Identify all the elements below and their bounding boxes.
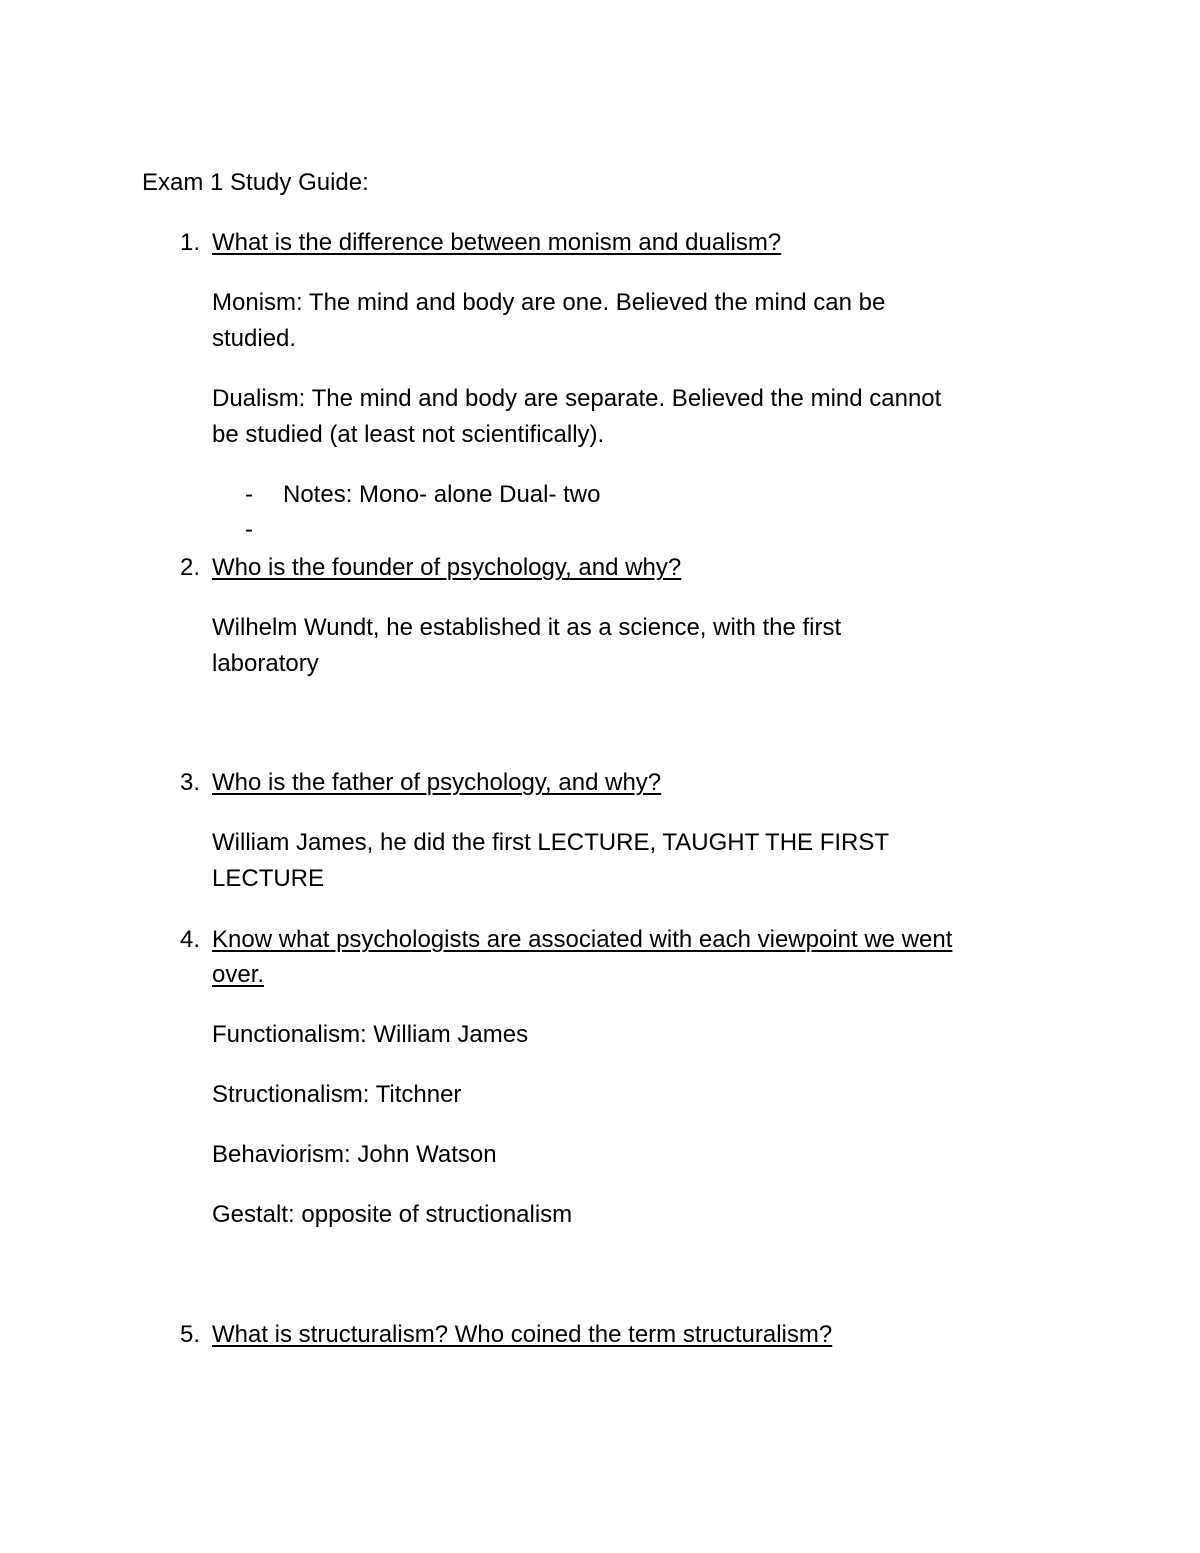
answer-behaviorism: Behaviorism: John Watson [212,1141,497,1168]
question-2-text: Who is the founder of psychology, and why? [212,554,682,581]
question-4-number: 4. [179,926,200,953]
question-4-text-line-2: over. [212,961,265,988]
question-1-number: 1. [179,229,200,256]
answer-monism-line-2: studied. [212,325,297,352]
answer-wundt-line-2: laboratory [212,650,319,677]
answer-wundt-line-1: Wilhelm Wundt, he established it as a science, with the first [212,614,842,641]
question-5-text: What is structuralism? Who coined the term structuralism? [212,1321,833,1348]
question-1-text: What is the difference between monism and dualism? [212,229,782,256]
answer-dualism-line-1: Dualism: The mind and body are separate. Believed the mind cannot [212,385,942,412]
page-title: Exam 1 Study Guide: [142,169,369,196]
question-3-text: Who is the father of psychology, and why? [212,769,662,796]
question-2-number: 2. [179,554,200,581]
bullet-marker: - [245,516,253,543]
question-4-text-line-1: Know what psychologists are associated with each viewpoint we went [212,926,953,953]
bullet-marker: - [245,481,253,508]
answer-dualism-line-2: be studied (at least not scientifically). [212,421,605,448]
bullet-notes: Notes: Mono- alone Dual- two [283,481,601,508]
answer-monism-line-1: Monism: The mind and body are one. Believed the mind can be [212,289,886,316]
answer-functionalism: Functionalism: William James [212,1021,529,1048]
question-5-number: 5. [179,1321,200,1348]
question-3-number: 3. [179,769,200,796]
answer-structionalism: Structionalism: Titchner [212,1081,462,1108]
answer-james-line-1: William James, he did the first LECTURE, TAUGHT THE FIRST [212,829,890,856]
answer-gestalt: Gestalt: opposite of structionalism [212,1201,573,1228]
answer-james-line-2: LECTURE [212,865,325,892]
